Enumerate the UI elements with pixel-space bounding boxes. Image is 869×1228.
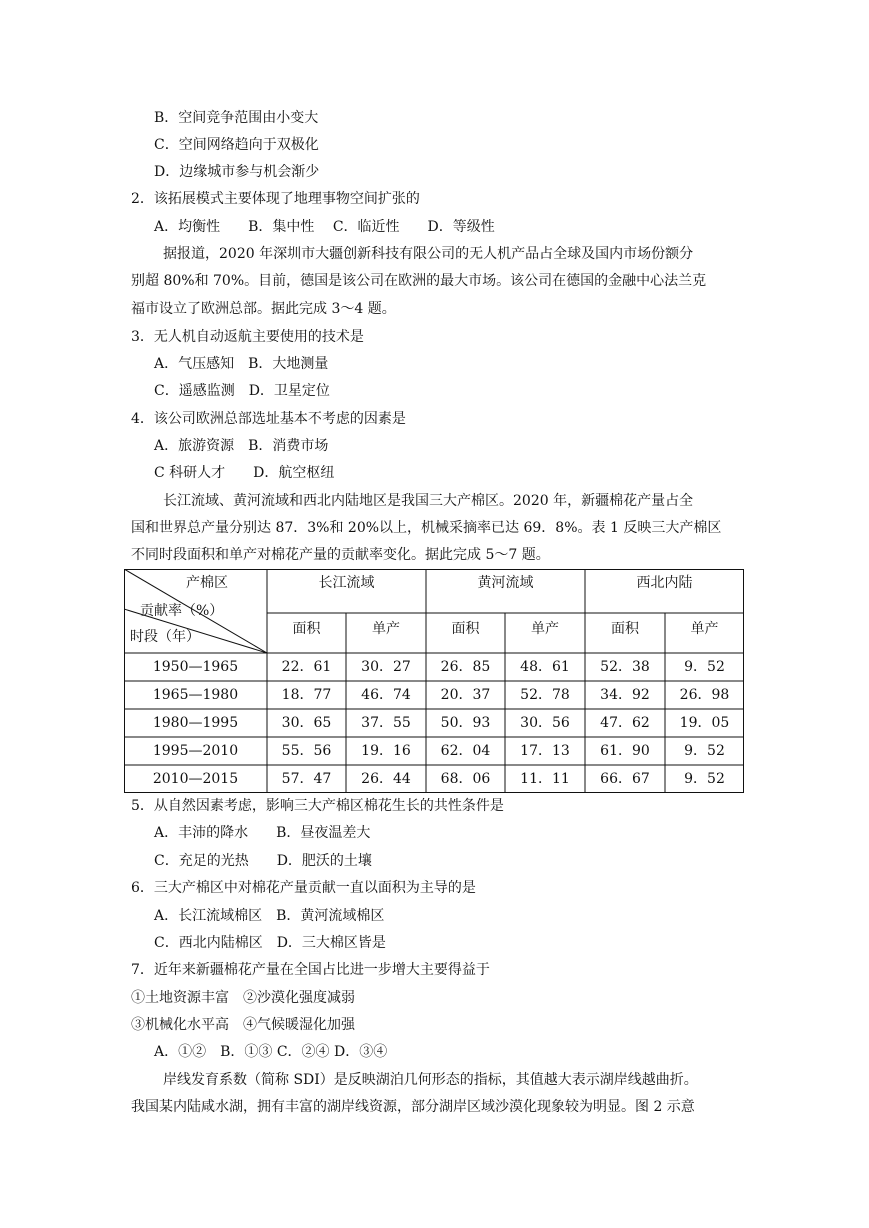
question-7-items-12: ①土地资源丰富 ②沙漠化强度减弱 xyxy=(131,990,355,1006)
table-cell: 9．52 xyxy=(684,659,725,675)
table-cell: 48．61 xyxy=(520,659,570,675)
question-6-options-cd: C．西北内陆棉区 D．三大棉区皆是 xyxy=(154,935,386,951)
header-yellow-river: 黄河流域 xyxy=(477,575,534,591)
subheader-yield: 单产 xyxy=(690,621,719,637)
question-2: 2．该拓展模式主要体现了地理事物空间扩张的 xyxy=(131,191,420,207)
option-b-q1: B．空间竞争范围由小变大 xyxy=(154,110,319,126)
option-d-q1: D．边缘城市参与机会渐少 xyxy=(154,164,320,180)
table-cell: 52．78 xyxy=(520,687,570,703)
subheader-area: 面积 xyxy=(451,621,480,637)
question-3-options-cd: C．遥感监测 D．卫星定位 xyxy=(154,383,330,399)
question-5-options-cd: C．充足的光热 D．肥沃的土壤 xyxy=(154,853,372,869)
passage-lake-line-1: 岸线发育系数（简称 SDI）是反映湖泊几何形态的指标，其值越大表示湖岸线越曲折。 xyxy=(163,1072,698,1088)
table-cell: 19．05 xyxy=(679,715,730,731)
subheader-yield: 单产 xyxy=(372,621,400,637)
question-6-options-ab: A．长江流域棉区 B．黄河流域棉区 xyxy=(154,908,385,924)
table-cell: 26．44 xyxy=(361,771,411,787)
table-cell: 46．74 xyxy=(361,687,411,703)
table-cell: 26．85 xyxy=(440,659,491,675)
question-2-options: A．均衡性 B．集中性 C．临近性 D．等级性 xyxy=(154,219,495,235)
table-cell: 9．52 xyxy=(684,743,725,759)
table-cell: 34．92 xyxy=(600,687,650,703)
table-cell: 30．56 xyxy=(520,715,570,731)
question-4-options-ab: A．旅游资源 B．消费市场 xyxy=(154,438,329,454)
table-cell: 57．47 xyxy=(281,771,332,787)
question-5-options-ab: A．丰沛的降水 B．昼夜温差大 xyxy=(154,825,371,841)
question-4-options-cd: C 科研人才 D．航空枢纽 xyxy=(154,465,335,481)
corner-label-period: 时段（年） xyxy=(130,629,200,645)
table-cell: 19．16 xyxy=(361,743,411,759)
table-cell: 30．27 xyxy=(361,659,411,675)
passage-cotton-line-1: 长江流域、黄河流域和西北内陆地区是我国三大产棉区。2020 年，新疆棉花产量占全 xyxy=(163,493,694,509)
table-cell: 37．55 xyxy=(361,715,411,731)
subheader-area: 面积 xyxy=(292,621,321,637)
table-cell: 55．56 xyxy=(281,743,332,759)
table-cell: 66．67 xyxy=(600,771,650,787)
table-cell: 17．13 xyxy=(520,743,570,759)
question-7: 7．近年来新疆棉花产量在全国占比进一步增大主要得益于 xyxy=(131,962,490,978)
question-5: 5．从自然因素考虑，影响三大产棉区棉花生长的共性条件是 xyxy=(131,798,504,814)
cotton-contribution-table xyxy=(124,569,744,793)
question-3-options-ab: A．气压感知 B．大地测量 xyxy=(154,356,329,372)
row-period: 1995—2010 xyxy=(152,743,239,759)
passage-drone-line-2: 别超 80%和 70%。目前，德国是该公司在欧洲的最大市场。该公司在德国的金融中心法兰克 xyxy=(131,273,707,289)
table-cell: 30．65 xyxy=(281,715,332,731)
table-cell: 9．52 xyxy=(684,771,725,787)
passage-drone-line-3: 福市设立了欧洲总部。据此完成 3～4 题。 xyxy=(131,301,396,317)
row-period: 2010—2015 xyxy=(152,771,239,787)
table-cell: 61．90 xyxy=(600,743,650,759)
passage-cotton-line-2: 国和世界总产量分别达 87．3%和 20%以上，机械采摘率已达 69．8%。表 1 反映三大产棉区 xyxy=(131,520,722,536)
row-period: 1965—1980 xyxy=(152,687,239,703)
option-c-q1: C．空间网络趋向于双极化 xyxy=(154,137,319,153)
table-cell: 26．98 xyxy=(679,687,730,703)
passage-cotton-line-3: 不同时段面积和单产对棉花产量的贡献率变化。据此完成 5～7 题。 xyxy=(131,547,550,563)
question-3: 3．无人机自动返航主要使用的技术是 xyxy=(131,329,364,345)
passage-lake-line-2: 我国某内陆咸水湖，拥有丰富的湖岸线资源，部分湖岸区域沙漠化现象较为明显。图 2 示意 xyxy=(131,1099,695,1115)
table-cell: 20．37 xyxy=(440,687,491,703)
table-cell: 52．38 xyxy=(600,659,650,675)
table-cell: 11．11 xyxy=(520,771,570,787)
corner-label-contribution: 贡献率（%） xyxy=(140,603,224,619)
row-period: 1980—1995 xyxy=(152,715,239,731)
subheader-area: 面积 xyxy=(611,621,639,637)
question-7-options: A．①② B．①③ C．②④ D．③④ xyxy=(154,1044,388,1060)
corner-label-region: 产棉区 xyxy=(186,575,228,591)
question-7-items-34: ③机械化水平高 ④气候暖湿化加强 xyxy=(131,1017,355,1033)
table-cell: 50．93 xyxy=(440,715,491,731)
table-cell: 68．06 xyxy=(440,771,491,787)
question-6: 6．三大产棉区中对棉花产量贡献一直以面积为主导的是 xyxy=(131,880,476,896)
table-cell: 47．62 xyxy=(600,715,650,731)
row-period: 1950—1965 xyxy=(152,659,239,675)
header-northwest: 西北内陆 xyxy=(636,575,693,591)
table-cell: 18．77 xyxy=(281,687,332,703)
question-4: 4．该公司欧洲总部选址基本不考虑的因素是 xyxy=(131,411,406,427)
table-cell: 22．61 xyxy=(281,659,332,675)
passage-drone-line-1: 据报道，2020 年深圳市大疆创新科技有限公司的无人机产品占全球及国内市场份额分 xyxy=(163,246,694,262)
table-cell: 62．04 xyxy=(440,743,491,759)
header-yangtze: 长江流域 xyxy=(318,575,375,591)
subheader-yield: 单产 xyxy=(531,621,559,637)
